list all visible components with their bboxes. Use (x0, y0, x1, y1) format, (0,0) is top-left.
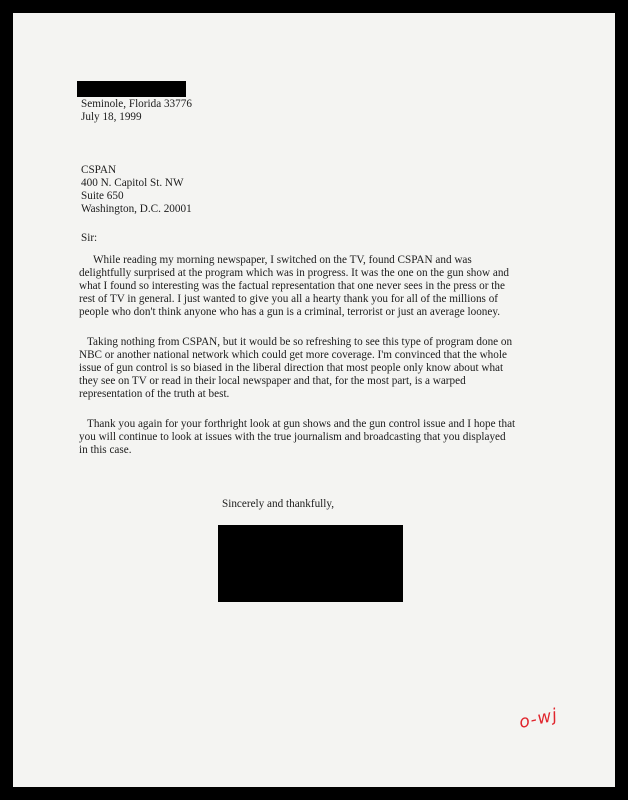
paragraph-line: Taking nothing from CSPAN, but it would be so refreshing to see this type of program done on (87, 336, 513, 348)
recipient-line: CSPAN (81, 164, 117, 176)
paragraph-line: Thank you again for your forthright look at gun shows and the gun control issue and I hope that (87, 418, 516, 430)
recipient-line: Suite 650 (81, 190, 124, 202)
paragraph-line: issue of gun control is so biased in the liberal direction that most people only know about what (79, 361, 504, 374)
body-paragraph-1 (79, 254, 542, 319)
paragraph-line: people who don't think anyone who has a gun is a criminal, terrorist or just an average looney. (79, 305, 501, 318)
salutation: Sir: (81, 232, 98, 244)
paragraph-line: you will continue to look at issues with the true journalism and broadcasting that you displayed (79, 430, 506, 443)
redacted-sender-name (77, 81, 186, 97)
paragraph-line: NBC or another national network which could get more coverage. I'm convinced that the whole (79, 348, 507, 361)
letter-page (13, 13, 615, 787)
paragraph-line: rest of TV in general. I just wanted to give you all a hearty thank you for all of the millions of (79, 292, 499, 305)
paragraph-line: delightfully surprised at the program which was in progress. It was the one on the gun show and (79, 266, 510, 279)
body-paragraph-2 (79, 336, 542, 401)
paragraph-line: While reading my morning newspaper, I switched on the TV, found CSPAN and was (93, 254, 472, 266)
paragraph-line: representation of the truth at best. (79, 387, 230, 400)
recipient-line: Washington, D.C. 20001 (81, 203, 192, 215)
closing: Sincerely and thankfully, (222, 498, 335, 510)
recipient-line: 400 N. Capitol St. NW (81, 177, 184, 189)
body-paragraph-3 (79, 418, 542, 457)
letter-date: July 18, 1999 (81, 111, 142, 123)
sender-city-line: Seminole, Florida 33776 (81, 98, 192, 110)
paragraph-line: what I found so interesting was the factual representation that one never sees in the press or the (79, 279, 505, 292)
redacted-signature (218, 525, 403, 602)
paragraph-line: in this case. (79, 443, 132, 456)
paragraph-line: they see on TV or read in their local newspaper and that, for the most part, is a warped (79, 374, 466, 387)
handwritten-annotation: o-wj (517, 705, 560, 733)
